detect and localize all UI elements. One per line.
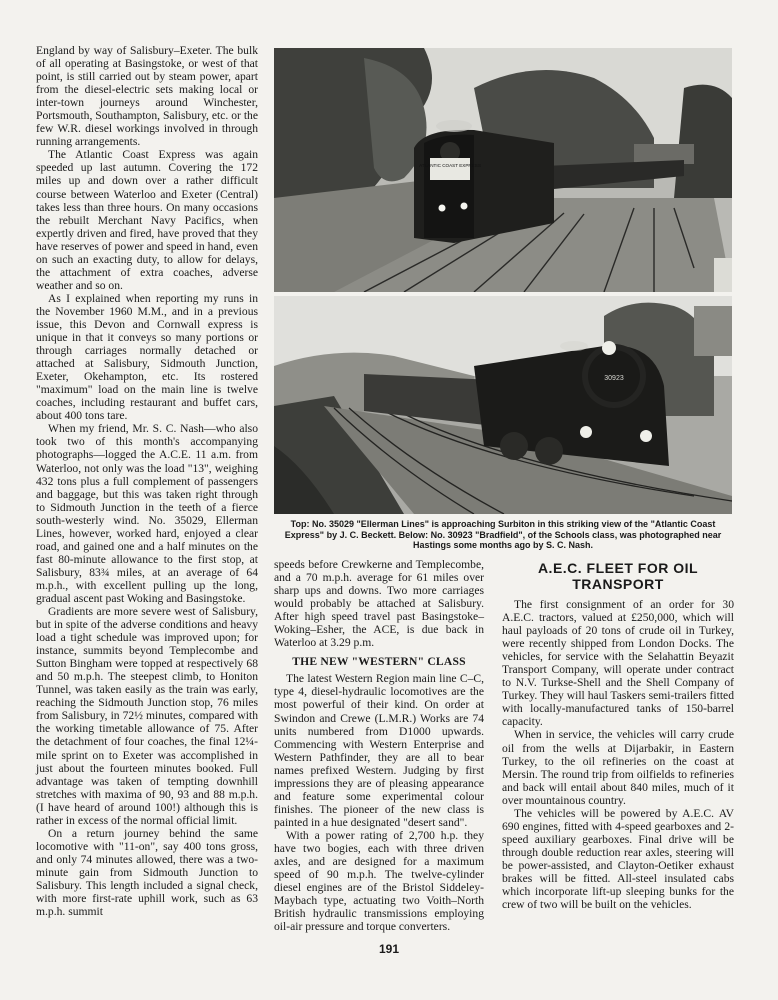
steam-train-photo-bottom xyxy=(274,296,732,514)
paragraph: The vehicles will be powered by A.E.C. AV 690 engines, fitted with 4-speed gearboxes and 2-speed auxiliary gearboxes. Final drive will be through double reduction rear axles, steering will be power-assisted, and Clayton-Oetiker exhaust brakes will be fitted. All-steel insulated cabs which incorporate lift-up sleeping bunks for the crew of two will be built on the vehicles. xyxy=(502,806,734,912)
paragraph: When in service, the vehicles will carry crude oil from the wells at Dijarbakir, in Eastern Turkey, to the oil refineries on the coast at Mersin. The round trip from oilfields to refineries and back will entail about 840 miles, much of it over mountainous country. xyxy=(502,728,734,807)
paragraph: Gradients are more severe west of Salisbury, but in spite of the adverse conditions and heavy load a tight schedule was improved upon; for instance, summits beyond Templecombe and Sutton Bingham were topped at respectively 68 and 50 m.p.h. The steepest climb, to Honiton Tunnel, was taken easily as the train was early, reaching the Sidmouth Junction stop, 76 miles from Salisbury, in 72½ minutes, compared with the working timetable allowance of 75. After the detachment of four coaches, the final 12¼-mile sprint on to Exeter was accomplished in just about the fourteen minutes booked. Full advantage was taken of tempting downhill stretches with maxima of 90, 93 and 88 m.p.h. (I have heard of around 100!) although this is rather in excess of the normal official limit. xyxy=(36,605,258,827)
page-number: 191 xyxy=(378,942,400,956)
article-column-middle xyxy=(274,558,484,933)
paragraph: The first consignment of an order for 30 A.E.C. tractors, valued at £250,000, which will haul payloads of 20 tons of crude oil in Turkey, were recently shipped from London Docks. The vehicles, for service with the Selahattin Beyazit Transport Company, will operate under contract to N.V. Turkse-Shell and the Shell Company of Turkey. They will haul Taskers semi-trailers fitted with locally-manufactured tanks of 150-barrel capacity. xyxy=(502,598,734,729)
article-column-right xyxy=(502,560,734,911)
paragraph: With a power rating of 2,700 h.p. they have two bogies, each with three driven axles, and are designed for a maximum speed of 90 m.p.h. The twelve-cylinder diesel engines are of the Bristol Siddeley-Maybach type, actuating two Voith–North British hydraulic transmissions employing oil-air pressure and torque converters. xyxy=(274,828,484,934)
steam-train-photo-top xyxy=(274,48,732,292)
paragraph: As I explained when reporting my runs in the November 1960 M.M., and in a previous issue, this Devon and Cornwall express is unique in that it conveys so many portions or through carriages normally detached or attached at Salisbury, Sidmouth Junction, Exeter, Okehampton, etc. Its rostered "maximum" load on the main line is twelve coaches, including restaurant and buffet cars, about 400 tons tare. xyxy=(36,291,258,423)
section-heading-aec-fleet: A.E.C. FLEET FOR OIL TRANSPORT xyxy=(537,560,699,592)
paragraph: On a return journey behind the same locomotive with "11-on", say 400 tons gross, and only 74 minutes allowed, there was a two-minute gain from Sidmouth Junction to Salisbury. This length included a signal check, with more first-rate uphill work, such as 63 m.p.h. summit xyxy=(36,826,258,919)
photo-schools-class xyxy=(274,296,732,514)
section-heading-western-class: THE NEW "WESTERN" CLASS xyxy=(292,655,466,669)
photo-caption: Top: No. 35029 "Ellerman Lines" is approaching Surbiton in this striking view of the "Atlantic Coast Express" by J. C. Beckett. Below: No. 30923 "Bradfield", of the Schools class, was photographed near Hastings some months ago by S. C. Nash. xyxy=(284,519,722,551)
photo-atlantic-coast-express xyxy=(274,48,732,292)
smokebox-number: 30923 xyxy=(604,375,624,382)
paragraph: England by way of Salisbury–Exeter. The bulk of all operating at Basingstoke, or west of that point, is still carried out by steam power, apart from the diesel-electric sets making local or inter-town journeys around Winchester, Portsmouth, Southampton, Salisbury, etc. or the few W.R. diesel workings involved in through running arrangements. xyxy=(36,44,258,149)
article-column-left xyxy=(36,44,258,918)
headboard-text: ATLANTIC COAST EXPRESS xyxy=(419,163,481,168)
paragraph: The latest Western Region main line C–C, type 4, diesel-hydraulic locomotives are the most powerful of their kind. On order at Swindon and Crewe (L.M.R.) Works are 74 units numbered from D1000 upwards. Commencing with Western Enterprise and Western Pathfinder, they are all to bear names prefixed Western. Judging by first impressions they are of pleasing appearance and feature some experimental colour finishes. The pioneer of the new class is painted in a hue designated "desert sand". xyxy=(274,672,484,829)
paragraph: The Atlantic Coast Express was again speeded up last autumn. Covering the 172 miles up and down over a rather difficult course between Waterloo and Exeter (Central) takes less than three hours. On many occasions the rebuilt Merchant Navy Pacifics, when expertly driven and fired, have proved that they have reserves of power and speed in hand, even on such an exacting duty, to allow for delays, the attachment of extra coaches, adverse weather and so on. xyxy=(36,148,258,292)
headboard xyxy=(430,158,470,180)
paragraph: When my friend, Mr. S. C. Nash—who also took two of this month's accompanying photographs—logged the A.C.E. 11 a.m. from Waterloo, not only was the load "13", weighing 432 tons plus a full complement of passengers and baggage, but this was taken right through to Sidmouth Junction in the teeth of a fierce south-westerly wind. No. 35029, Ellerman Lines, however, worked hard, enjoyed a clear road, and gained one and a half minutes on the fast 80-minute allowance to the first stop, at Salisbury, 83¾ miles, at an average of 64 m.p.h., with excellent pulling up the long, gradual ascent past Woking and Basingstoke. xyxy=(36,422,258,605)
paragraph: speeds before Crewkerne and Templecombe, and a 70 m.p.h. average for 61 miles over sharp ups and downs. Two more carriages would probably be attached at Salisbury. After high speed travel past Basingstoke–Woking–Esher, the ACE, is due back in Waterloo at 3.29 p.m. xyxy=(274,558,484,650)
